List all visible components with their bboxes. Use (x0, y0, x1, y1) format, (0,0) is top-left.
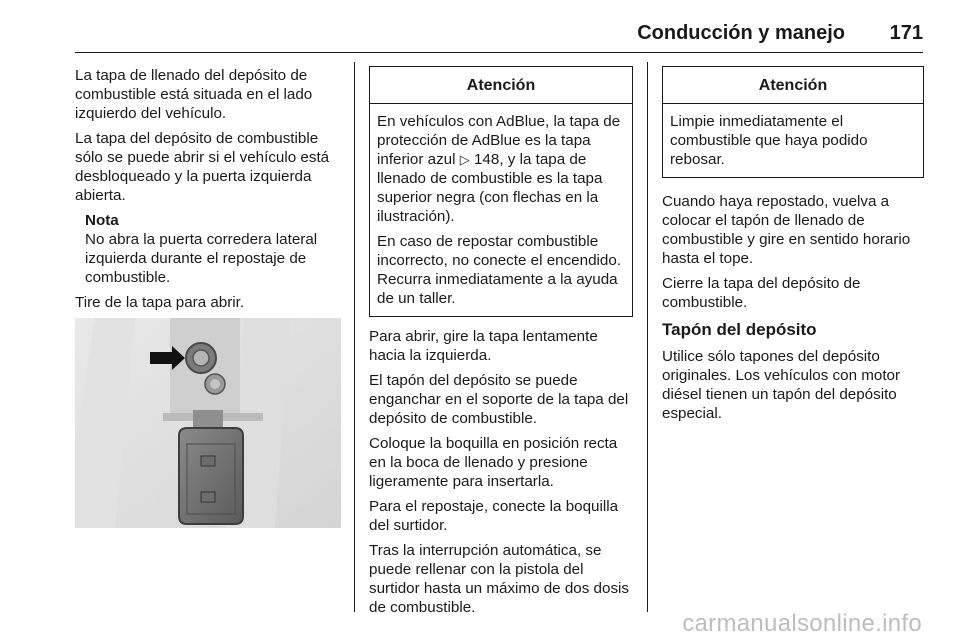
warning-title: Atención (663, 67, 923, 104)
column-divider (647, 62, 648, 612)
page-ref-icon: ▷ (459, 152, 470, 167)
paragraph: Cierre la tapa del depósito de combustible. (662, 275, 861, 311)
column-divider (354, 62, 355, 612)
page-header (75, 22, 923, 53)
warning-paragraph (377, 112, 625, 226)
warning-paragraph: Limpie inmediatamente el combustible que haya podido rebosar. (670, 113, 868, 168)
section-heading: Tapón del depósito (662, 320, 817, 339)
paragraph: Coloque la boquilla en posición recta en la boca de llenado y presione ligeramente para insertarla. (369, 435, 618, 490)
paragraph: Utilice sólo tapones del depósito originales. Los vehículos con motor diésel tienen un tapón del depósito especial. (662, 348, 901, 422)
warning-text: 148, y la tapa de llenado de combustible es la tapa superior negra (con flechas en la ilustración). (377, 151, 603, 225)
note-title: Nota (85, 212, 119, 229)
warning-paragraph: En caso de repostar combustible incorrecto, no conecte el encendido. Recurra inmediatamente a la ayuda de un taller. (377, 233, 622, 307)
warning-body (370, 104, 632, 316)
paragraph: Para abrir, gire la tapa lentamente hacia la izquierda. (369, 328, 598, 364)
fuel-flap-illustration (75, 318, 341, 528)
note-text: No abra la puerta corredera lateral izquierda durante el repostaje de combustible. (85, 231, 318, 286)
column-left (75, 66, 341, 528)
warning-body (663, 104, 923, 177)
paragraph: Tras la interrupción automática, se puede rellenar con la pistola del surtidor hasta un máximo de dos dosis de combustible. (369, 542, 630, 616)
note-block (85, 211, 341, 287)
page-number: 171 (889, 22, 923, 44)
column-middle (369, 66, 633, 623)
warning-text: En vehículos con AdBlue, la tapa de protección de AdBlue es la tapa inferior azul (377, 113, 621, 168)
paragraph: La tapa del depósito de combustible sólo se puede abrir si el vehículo está desbloqueado y la puerta izquierda abierta. (75, 130, 330, 204)
paragraph: La tapa de llenado del depósito de combustible está situada en el lado izquierdo del vehículo. (75, 67, 313, 122)
warning-box (662, 66, 924, 178)
paragraph: Tire de la tapa para abrir. (75, 294, 245, 311)
column-right (662, 66, 924, 429)
fuel-flap-drawing (75, 318, 341, 528)
section-title: Conducción y manejo (637, 22, 845, 44)
warning-box (369, 66, 633, 317)
paragraph: Cuando haya repostado, vuelva a colocar el tapón de llenado de combustible y gire en sentido horario hasta el tope. (662, 193, 911, 267)
watermark: carmanualsonline.info (682, 610, 922, 637)
paragraph: El tapón del depósito se puede enganchar en el soporte de la tapa del depósito de combustible. (369, 372, 629, 427)
paragraph: Para el repostaje, conecte la boquilla del surtidor. (369, 498, 619, 534)
warning-title: Atención (370, 67, 632, 104)
